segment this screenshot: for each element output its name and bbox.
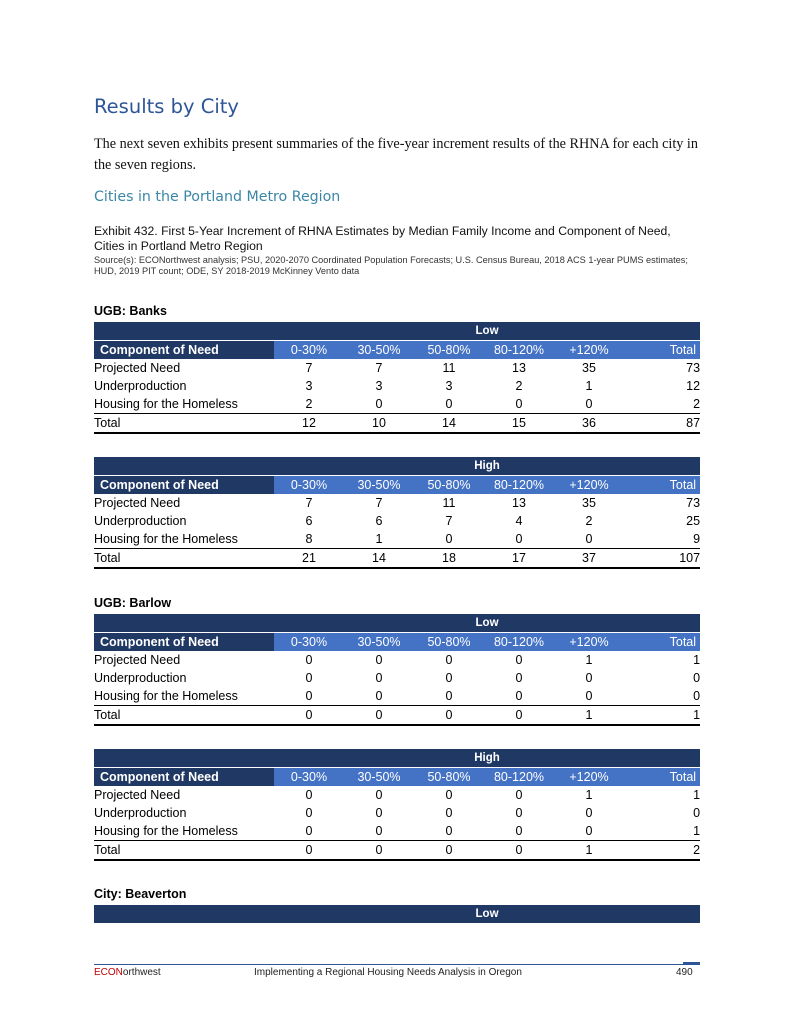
- cell: 0: [693, 806, 701, 820]
- table-beaverton-low: [94, 905, 700, 923]
- cell: 0: [274, 706, 344, 726]
- cell: 12: [274, 414, 344, 434]
- footer-brand-rest: orthwest: [122, 967, 161, 978]
- cell: 0: [344, 706, 414, 726]
- col-header: Total: [624, 768, 700, 787]
- row-label: Underproduction: [94, 514, 187, 528]
- row-label: Underproduction: [94, 379, 187, 393]
- cell: 1: [554, 841, 624, 861]
- cell: 0: [414, 841, 484, 861]
- cell: 0: [414, 822, 484, 841]
- cell: 0: [624, 687, 700, 706]
- table-row: [94, 687, 700, 706]
- cell: 0: [375, 671, 383, 685]
- footer-brand-red: ECON: [94, 967, 123, 978]
- cell: 0: [554, 822, 624, 841]
- cell: 37: [554, 549, 624, 569]
- cell: 0: [375, 788, 383, 802]
- band-spacer: [94, 614, 274, 633]
- cell: 3: [375, 379, 383, 393]
- cell: 0: [515, 788, 523, 802]
- col-header: +120%: [554, 768, 624, 787]
- col-header: Component of Need: [94, 476, 274, 495]
- cell: 1: [585, 653, 593, 667]
- cell: 0: [445, 788, 453, 802]
- row-label: Housing for the Homeless: [94, 395, 274, 414]
- cell: 9: [624, 530, 700, 549]
- cell: 0: [344, 822, 414, 841]
- band-label: Low: [274, 614, 700, 633]
- cell: 0: [554, 530, 624, 549]
- footer-rule: [94, 964, 700, 965]
- col-header: +120%: [554, 476, 624, 495]
- table-row-total: [94, 414, 700, 434]
- table-row: [94, 377, 700, 395]
- band-label: Low: [274, 322, 700, 341]
- cell: 8: [274, 530, 344, 549]
- row-label: Total: [94, 706, 274, 726]
- section-title-beaverton: City: Beaverton: [94, 887, 187, 901]
- col-header: +120%: [554, 633, 624, 652]
- cell: 35: [582, 361, 596, 375]
- cell: 0: [445, 806, 453, 820]
- row-label: Housing for the Homeless: [94, 687, 274, 706]
- cell: 3: [445, 379, 453, 393]
- cell: 0: [274, 841, 344, 861]
- row-label: Underproduction: [94, 806, 187, 820]
- cell: 0: [344, 687, 414, 706]
- cell: 14: [414, 414, 484, 434]
- cell: 73: [686, 496, 701, 510]
- cell: 0: [305, 671, 313, 685]
- cell: 4: [515, 514, 523, 528]
- cell: 0: [484, 841, 554, 861]
- cell: 0: [274, 822, 344, 841]
- table-row: [94, 669, 700, 687]
- footer-accent-bar: [683, 962, 700, 965]
- band-spacer: [94, 322, 274, 341]
- cell: 0: [515, 806, 523, 820]
- row-label: Projected Need: [94, 496, 181, 510]
- cell: 0: [445, 653, 453, 667]
- row-label: Underproduction: [94, 671, 187, 685]
- cell: 1: [585, 379, 593, 393]
- table-barlow-low: [94, 614, 700, 726]
- table-row-total: [94, 549, 700, 569]
- cell: 6: [375, 514, 383, 528]
- row-label: Housing for the Homeless: [94, 822, 274, 841]
- table-row: [94, 804, 700, 822]
- col-header: 30-50%: [344, 341, 414, 360]
- cell: 25: [686, 514, 701, 528]
- col-header: 80-120%: [484, 476, 554, 495]
- cell: 3: [305, 379, 313, 393]
- cell: 2: [515, 379, 523, 393]
- table-row: [94, 395, 700, 414]
- col-header: 30-50%: [344, 476, 414, 495]
- table-row: [94, 359, 700, 377]
- cell: 0: [515, 653, 523, 667]
- footer-title: Implementing a Regional Housing Needs Analysis in Oregon: [254, 967, 522, 978]
- row-label: Projected Need: [94, 653, 181, 667]
- col-header: 80-120%: [484, 633, 554, 652]
- band-spacer: [94, 457, 274, 476]
- col-header: 0-30%: [274, 768, 344, 787]
- cell: 1: [585, 788, 593, 802]
- page-number: 490: [676, 967, 693, 978]
- band-label: High: [274, 457, 700, 476]
- cell: 0: [554, 395, 624, 414]
- cell: 11: [442, 496, 456, 510]
- cell: 7: [305, 496, 313, 510]
- table-banks-low: [94, 322, 700, 434]
- cell: 2: [624, 841, 700, 861]
- cell: 2: [624, 395, 700, 414]
- table-row: [94, 530, 700, 549]
- col-header: +120%: [554, 341, 624, 360]
- section-subheading: Cities in the Portland Metro Region: [94, 189, 341, 205]
- cell: 17: [484, 549, 554, 569]
- section-title-barlow: UGB: Barlow: [94, 596, 172, 610]
- col-header: 50-80%: [414, 768, 484, 787]
- cell: 12: [686, 379, 701, 393]
- cell: 35: [582, 496, 596, 510]
- cell: 0: [344, 841, 414, 861]
- cell: 0: [445, 671, 453, 685]
- cell: 0: [693, 671, 701, 685]
- cell: 0: [484, 395, 554, 414]
- cell: 7: [375, 361, 383, 375]
- band-spacer: [94, 905, 274, 923]
- cell: 0: [414, 530, 484, 549]
- cell: 0: [484, 706, 554, 726]
- row-label: Total: [94, 549, 274, 569]
- cell: 0: [305, 653, 313, 667]
- col-header: Total: [624, 476, 700, 495]
- exhibit-caption: Exhibit 432. First 5-Year Increment of RHNA Estimates by Median Family Income and Component of Need, Cities in Portland Metro Region: [94, 224, 671, 253]
- band-spacer: [94, 749, 274, 768]
- section-title-banks: UGB: Banks: [94, 304, 167, 318]
- cell: 7: [445, 514, 453, 528]
- cell: 2: [274, 395, 344, 414]
- table-row: [94, 786, 700, 804]
- col-header: 50-80%: [414, 476, 484, 495]
- table-barlow-high: [94, 749, 700, 861]
- cell: 0: [414, 395, 484, 414]
- col-header: Total: [624, 341, 700, 360]
- cell: 1: [693, 788, 701, 802]
- cell: 15: [484, 414, 554, 434]
- col-header: 30-50%: [344, 768, 414, 787]
- table-row-total: [94, 841, 700, 861]
- cell: 0: [305, 788, 313, 802]
- cell: 0: [554, 687, 624, 706]
- table-row: [94, 822, 700, 841]
- cell: 0: [375, 806, 383, 820]
- col-header: 30-50%: [344, 633, 414, 652]
- row-label: Projected Need: [94, 361, 181, 375]
- cell: 1: [693, 653, 701, 667]
- cell: 0: [344, 395, 414, 414]
- cell: 0: [484, 822, 554, 841]
- cell: 10: [344, 414, 414, 434]
- cell: 73: [686, 361, 701, 375]
- cell: 21: [274, 549, 344, 569]
- cell: 6: [305, 514, 313, 528]
- cell: 1: [624, 822, 700, 841]
- intro-paragraph: The next seven exhibits present summaries of the five-year increment results of the RHNA for each city in the seven regions.: [94, 136, 698, 173]
- cell: 1: [554, 706, 624, 726]
- cell: 107: [624, 549, 700, 569]
- cell: 18: [414, 549, 484, 569]
- cell: 0: [305, 806, 313, 820]
- row-label: Total: [94, 841, 274, 861]
- cell: 1: [344, 530, 414, 549]
- col-header: 80-120%: [484, 768, 554, 787]
- col-header: 0-30%: [274, 633, 344, 652]
- cell: 14: [344, 549, 414, 569]
- cell: 7: [375, 496, 383, 510]
- cell: 13: [512, 361, 526, 375]
- table-banks-high: [94, 457, 700, 569]
- band-label: High: [274, 749, 700, 768]
- cell: 0: [484, 687, 554, 706]
- row-label: Projected Need: [94, 788, 181, 802]
- cell: 36: [554, 414, 624, 434]
- band-label: Low: [274, 905, 700, 923]
- col-header: 0-30%: [274, 341, 344, 360]
- cell: 0: [585, 671, 593, 685]
- col-header: Component of Need: [94, 341, 274, 360]
- col-header: 50-80%: [414, 633, 484, 652]
- cell: 11: [442, 361, 456, 375]
- cell: 0: [585, 806, 593, 820]
- cell: 87: [624, 414, 700, 434]
- footer-brand: [94, 967, 161, 978]
- row-label: Total: [94, 414, 274, 434]
- table-row: [94, 512, 700, 530]
- col-header: Component of Need: [94, 633, 274, 652]
- table-row: [94, 494, 700, 512]
- cell: 0: [484, 530, 554, 549]
- cell: 0: [515, 671, 523, 685]
- col-header: 80-120%: [484, 341, 554, 360]
- cell: 0: [414, 687, 484, 706]
- col-header: Total: [624, 633, 700, 652]
- row-label: Housing for the Homeless: [94, 530, 274, 549]
- page-title: Results by City: [94, 95, 239, 118]
- table-row: [94, 651, 700, 669]
- cell: 0: [274, 687, 344, 706]
- cell: 0: [414, 706, 484, 726]
- cell: 0: [375, 653, 383, 667]
- cell: 13: [512, 496, 526, 510]
- col-header: 50-80%: [414, 341, 484, 360]
- col-header: 0-30%: [274, 476, 344, 495]
- cell: 2: [585, 514, 593, 528]
- col-header: Component of Need: [94, 768, 274, 787]
- table-row-total: [94, 706, 700, 726]
- exhibit-source: Source(s): ECONorthwest analysis; PSU, 2020-2070 Coordinated Population Forecasts; U.S. Census Bureau, 2018 ACS 1-year PUMS estimates; HUD, 2019 PIT count; ODE, SY 2018-2019 McKinney Vento data: [94, 255, 688, 276]
- cell: 7: [305, 361, 313, 375]
- cell: 1: [624, 706, 700, 726]
